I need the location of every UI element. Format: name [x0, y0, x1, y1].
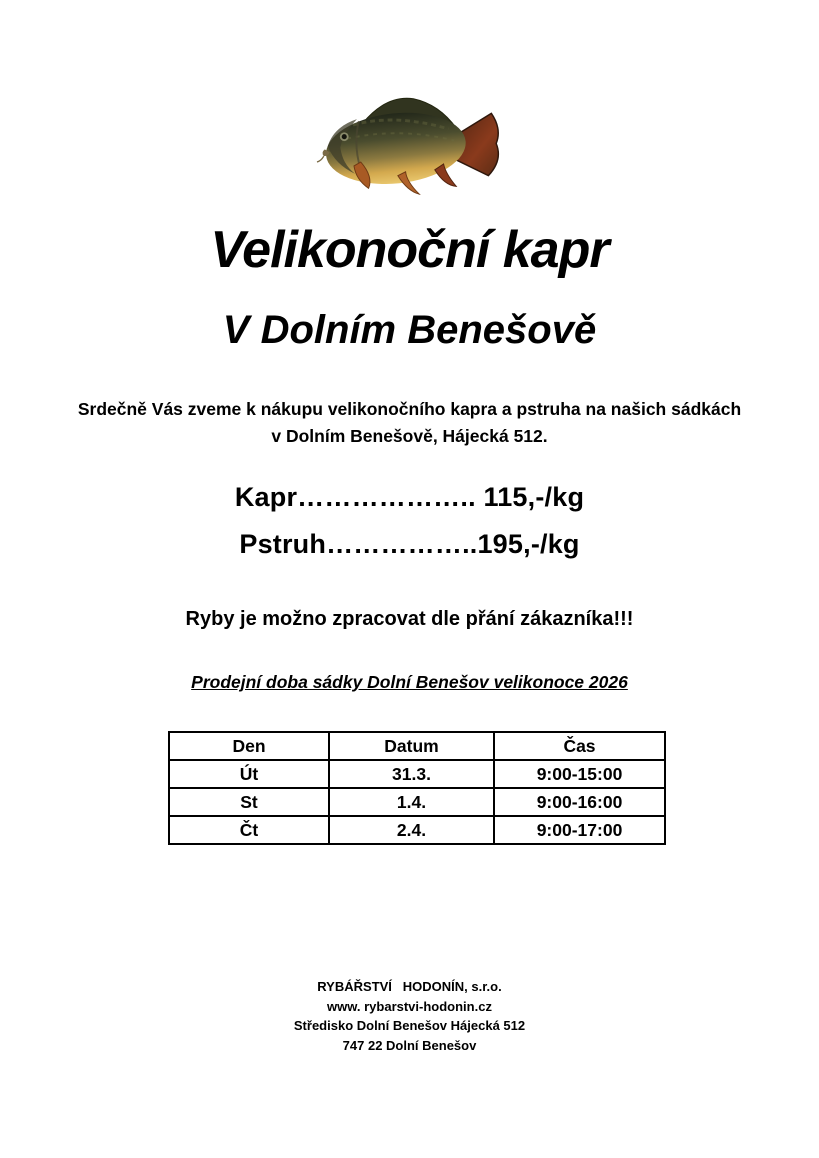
cell-date: 1.4.: [329, 788, 494, 816]
intro-line-1: Srdečně Vás zveme k nákupu velikonočního kapra a pstruha na našich sádkách: [77, 399, 742, 419]
sales-hours-table: [168, 731, 666, 845]
table-row: [169, 760, 665, 788]
page-title: Velikonoční kapr: [210, 221, 609, 279]
cell-day: Út: [169, 760, 329, 788]
footer-address-block: [0, 977, 819, 1055]
intro-line-2: v Dolním Benešově, Hájecká 512.: [271, 426, 548, 446]
footer-street: Středisko Dolní Benešov Hájecká 512: [293, 1018, 526, 1033]
carp-image: [0, 88, 819, 205]
table-row: [169, 788, 665, 816]
cell-date: 2.4.: [329, 816, 494, 844]
table-header-cas: Čas: [494, 732, 665, 760]
footer-company-name: RYBÁŘSTVÍ HODONÍN, s.r.o.: [317, 979, 502, 994]
price-line-pstruh: Pstruh……………..195,-/kg: [239, 529, 580, 559]
cell-time: 9:00-17:00: [494, 816, 665, 844]
table-header-row: [169, 732, 665, 760]
table-header-datum: Datum: [329, 732, 494, 760]
cell-time: 9:00-15:00: [494, 760, 665, 788]
footer-city: 747 22 Dolní Benešov: [342, 1037, 477, 1053]
cell-day: St: [169, 788, 329, 816]
cell-time: 9:00-16:00: [494, 788, 665, 816]
intro-text: [0, 396, 819, 450]
sales-hours-heading: Prodejní doba sádky Dolní Benešov velikonoce 2026: [191, 672, 628, 692]
footer-website: www. rybarstvi-hodonin.cz: [327, 998, 492, 1014]
table-header-den: Den: [169, 732, 329, 760]
cell-date: 31.3.: [329, 760, 494, 788]
cell-day: Čt: [169, 816, 329, 844]
mirror-carp-icon: [312, 88, 507, 200]
table-row: [169, 816, 665, 844]
processing-note: Ryby je možno zpracovat dle přání zákazníka!!!: [185, 608, 634, 630]
page-subtitle: V Dolním Benešově: [222, 308, 597, 352]
price-line-kapr: Kapr……………….. 115,-/kg: [234, 482, 585, 512]
